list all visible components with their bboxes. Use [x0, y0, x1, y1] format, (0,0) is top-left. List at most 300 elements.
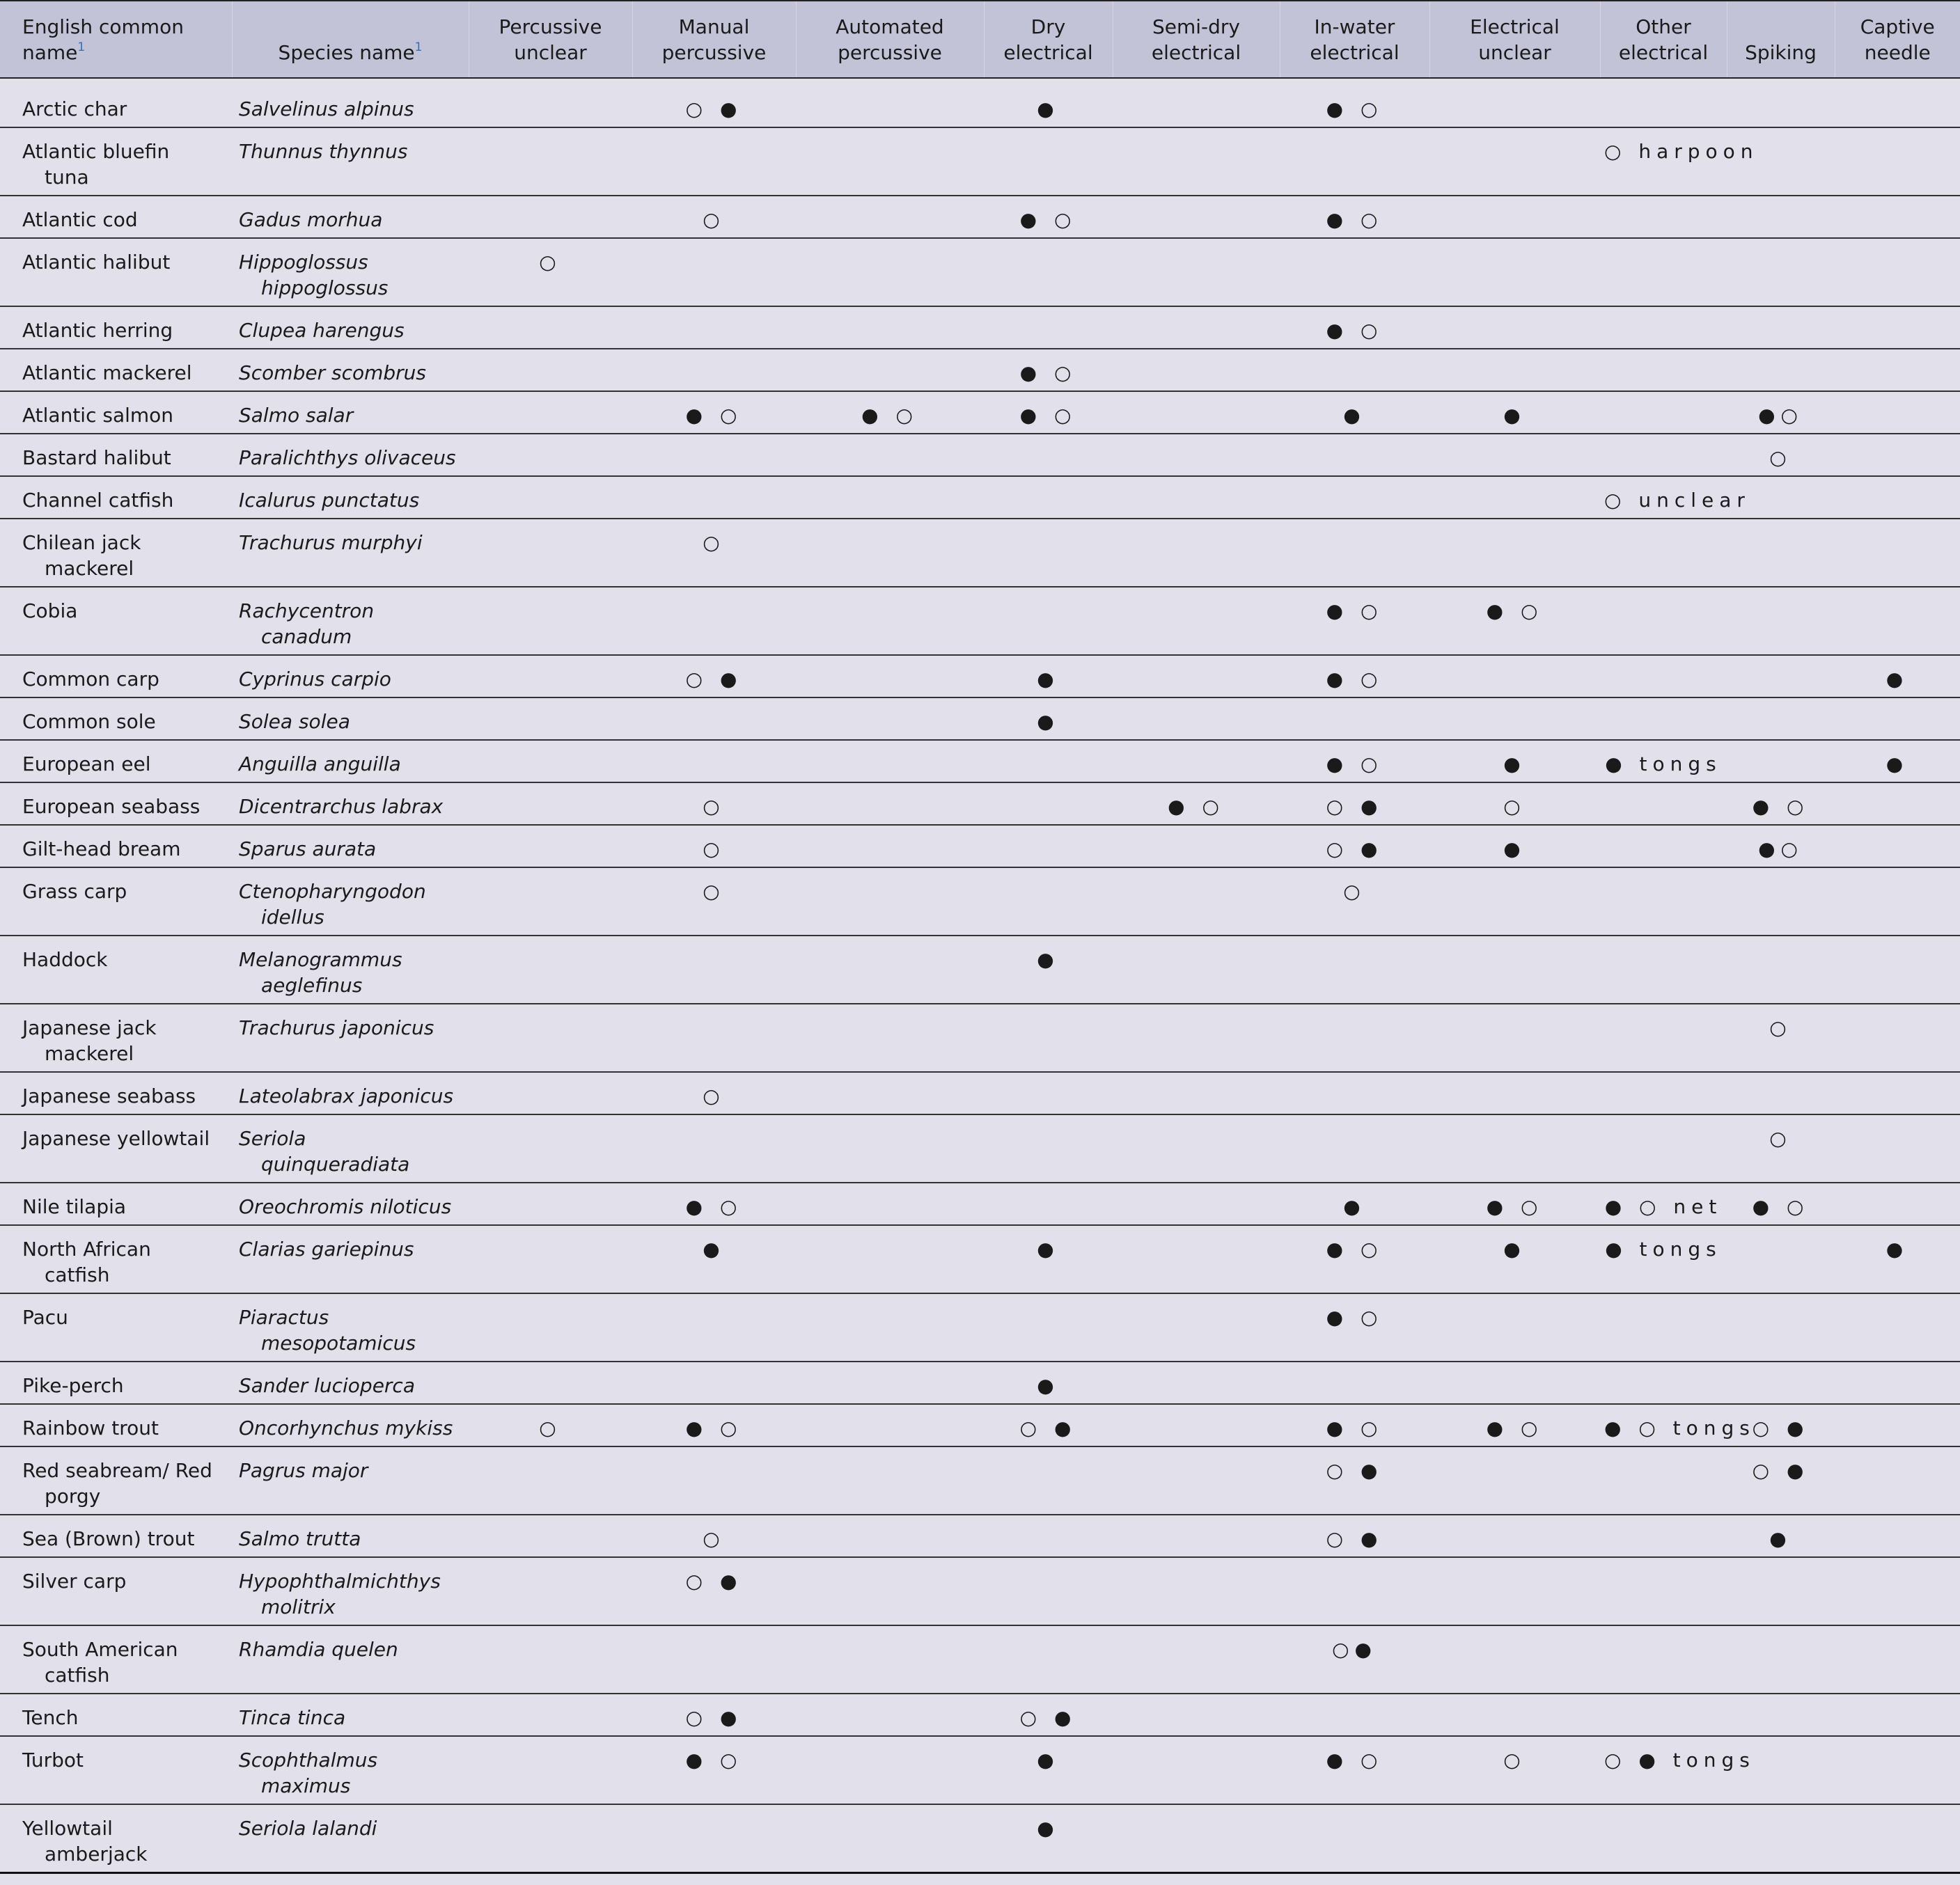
common-name-text: mackerel: [45, 1042, 134, 1065]
cell-percussive-unclear: [469, 1362, 632, 1404]
table-row: [0, 825, 1960, 867]
common-name-text: Yellowtail: [22, 1817, 113, 1840]
cell-captive-needle: [1835, 1072, 1960, 1114]
header-text: electrical: [1003, 41, 1093, 64]
cell-manual-percussive: [632, 1446, 796, 1515]
species-name-cell: [232, 78, 469, 127]
cell-percussive-unclear: [469, 1446, 632, 1515]
marker-text: ○ ●: [685, 1706, 743, 1729]
cell-automated-percussive: [796, 1736, 984, 1804]
cell-automated-percussive: [796, 587, 984, 655]
common-name-text: Bastard halibut: [22, 446, 171, 469]
header-row: [0, 1, 1960, 78]
cell-captive-needle: [1835, 936, 1960, 1004]
cell-captive-needle: [1835, 1557, 1960, 1625]
cell-automated-percussive: [796, 434, 984, 476]
cell-manual-percussive: [632, 78, 796, 127]
cell-captive-needle: [1835, 127, 1960, 196]
cell-in-water-electrical: [1280, 867, 1429, 936]
cell-other-electrical: [1600, 1736, 1755, 1804]
marker-text: ●: [1037, 1749, 1060, 1772]
species-name-text: aeglefinus: [261, 974, 363, 997]
cell-automated-percussive: [796, 1557, 984, 1625]
marker-text: ● ○: [1326, 1238, 1383, 1261]
cell-in-water-electrical: [1280, 238, 1429, 306]
cell-other-electrical: [1600, 1072, 1727, 1114]
table-row: [0, 306, 1960, 349]
cell-dry-electrical: [984, 1694, 1113, 1736]
species-name-text: Clupea harengus: [239, 319, 405, 342]
marker-text: ● ○: [1019, 404, 1077, 427]
cell-captive-needle: [1835, 519, 1960, 587]
cell-manual-percussive: [632, 740, 796, 782]
cell-semi-dry-electrical: [1113, 238, 1280, 306]
header-manual-percussive: [632, 1, 796, 78]
cell-dry-electrical: [984, 196, 1113, 238]
cell-in-water-electrical: [1280, 1183, 1429, 1225]
footnote-mark[interactable]: 1: [77, 40, 86, 54]
cell-automated-percussive: [796, 936, 984, 1004]
cell-in-water-electrical: [1280, 519, 1429, 587]
marker-text: ○ ●: [1752, 1417, 1810, 1440]
cell-manual-percussive: [632, 825, 796, 867]
marker-text: ○: [703, 1527, 726, 1550]
cell-dry-electrical: [984, 1362, 1113, 1404]
cell-percussive-unclear: [469, 1225, 632, 1293]
marker-text: ○ ●: [685, 97, 743, 120]
cell-semi-dry-electrical: [1113, 697, 1280, 740]
cell-captive-needle: [1835, 306, 1960, 349]
cell-dry-electrical: [984, 391, 1113, 434]
species-name-text: Icalurus punctatus: [239, 489, 420, 512]
marker-text: ● ○ tongs: [1604, 1417, 1755, 1440]
cell-in-water-electrical: [1280, 196, 1429, 238]
common-name-cell: [0, 740, 232, 782]
common-name-text: Turbot: [22, 1749, 84, 1772]
cell-percussive-unclear: [469, 1072, 632, 1114]
header-common: [0, 1, 232, 78]
species-name-cell: [232, 1736, 469, 1804]
marker-text: ○ ●: [1326, 837, 1383, 860]
cell-spiking: [1727, 349, 1835, 391]
species-name-text: Anguilla anguilla: [239, 752, 401, 775]
species-name-cell: [232, 1004, 469, 1072]
table-row: [0, 1694, 1960, 1736]
cell-semi-dry-electrical: [1113, 1404, 1280, 1446]
cell-percussive-unclear: [469, 476, 632, 519]
cell-percussive-unclear: [469, 1694, 632, 1736]
species-name-text: Paralichthys olivaceus: [239, 446, 456, 469]
marker-text: ●: [1885, 752, 1909, 775]
marker-text: ●: [1343, 1195, 1366, 1218]
table-row: [0, 587, 1960, 655]
common-name-text: mackerel: [45, 557, 134, 580]
species-name-text: Salvelinus alpinus: [239, 97, 414, 120]
cell-electrical-unclear: [1429, 825, 1600, 867]
footnote-mark[interactable]: 1: [414, 40, 423, 54]
cell-automated-percussive: [796, 1515, 984, 1557]
cell-captive-needle: [1835, 782, 1960, 825]
cell-automated-percussive: [796, 306, 984, 349]
common-name-text: porgy: [45, 1485, 101, 1508]
cell-captive-needle: [1835, 1225, 1960, 1293]
header-text: Dry: [1030, 15, 1066, 38]
species-name-cell: [232, 1362, 469, 1404]
table-row: [0, 740, 1960, 782]
cell-spiking: [1727, 1293, 1835, 1362]
marker-text: ●: [1503, 837, 1526, 860]
cell-manual-percussive: [632, 1362, 796, 1404]
marker-text: ● ○: [1752, 795, 1810, 818]
cell-manual-percussive: [632, 238, 796, 306]
common-name-text: Haddock: [22, 948, 108, 971]
cell-manual-percussive: [632, 127, 796, 196]
cell-in-water-electrical: [1280, 655, 1429, 697]
marker-text: ○: [1503, 795, 1526, 818]
cell-captive-needle: [1835, 476, 1960, 519]
cell-automated-percussive: [796, 825, 984, 867]
cell-captive-needle: [1835, 1362, 1960, 1404]
header-species: [232, 1, 469, 78]
cell-automated-percussive: [796, 78, 984, 127]
cell-semi-dry-electrical: [1113, 1515, 1280, 1557]
cell-percussive-unclear: [469, 1004, 632, 1072]
cell-other-electrical: [1600, 587, 1727, 655]
header-text: Spiking: [1745, 41, 1817, 64]
cell-in-water-electrical: [1280, 1225, 1429, 1293]
cell-spiking: [1727, 434, 1835, 476]
cell-percussive-unclear: [469, 1183, 632, 1225]
marker-text: ● ○: [1486, 599, 1544, 622]
cell-spiking: [1727, 1515, 1835, 1557]
cell-percussive-unclear: [469, 127, 632, 196]
marker-text: ●: [703, 1238, 726, 1261]
marker-text: ●: [1037, 1374, 1060, 1397]
cell-semi-dry-electrical: [1113, 127, 1280, 196]
cell-captive-needle: [1835, 1446, 1960, 1515]
cell-other-electrical: [1600, 1557, 1727, 1625]
cell-automated-percussive: [796, 1293, 984, 1362]
species-name-text: molitrix: [261, 1595, 336, 1618]
cell-captive-needle: [1835, 1004, 1960, 1072]
cell-in-water-electrical: [1280, 78, 1429, 127]
cell-in-water-electrical: [1280, 1804, 1429, 1872]
species-name-cell: [232, 127, 469, 196]
marker-text: ○ ●: [1752, 1459, 1810, 1482]
header-captive-needle: [1835, 1, 1960, 78]
header-text: Automated: [836, 15, 944, 38]
cell-other-electrical: [1600, 1183, 1727, 1225]
cell-in-water-electrical: [1280, 936, 1429, 1004]
cell-other-electrical: [1600, 867, 1727, 936]
common-name-text: Pacu: [22, 1306, 68, 1329]
common-name-text: Red seabream/ Red: [22, 1459, 212, 1482]
cell-electrical-unclear: [1429, 1515, 1600, 1557]
table-row: [0, 238, 1960, 306]
cell-electrical-unclear: [1429, 1804, 1600, 1872]
cell-in-water-electrical: [1280, 697, 1429, 740]
common-name-text: Arctic char: [22, 97, 127, 120]
cell-dry-electrical: [984, 655, 1113, 697]
cell-dry-electrical: [984, 127, 1113, 196]
common-name-cell: [0, 587, 232, 655]
common-name-cell: [0, 1114, 232, 1183]
cell-spiking: [1727, 1114, 1835, 1183]
cell-percussive-unclear: [469, 587, 632, 655]
cell-in-water-electrical: [1280, 587, 1429, 655]
common-name-cell: [0, 78, 232, 127]
cell-electrical-unclear: [1429, 519, 1600, 587]
cell-percussive-unclear: [469, 936, 632, 1004]
marker-text: ● tongs: [1605, 752, 1722, 775]
species-name-text: mesopotamicus: [261, 1332, 416, 1355]
cell-percussive-unclear: [469, 1114, 632, 1183]
table-row: [0, 936, 1960, 1004]
cell-electrical-unclear: [1429, 655, 1600, 697]
common-name-cell: [0, 825, 232, 867]
marker-text: ● ○: [1326, 97, 1383, 120]
cell-in-water-electrical: [1280, 476, 1429, 519]
cell-spiking: [1727, 697, 1835, 740]
species-name-text: hippoglossus: [261, 276, 389, 299]
cell-manual-percussive: [632, 1404, 796, 1446]
cell-manual-percussive: [632, 391, 796, 434]
species-name-text: Hypophthalmichthys: [239, 1570, 441, 1593]
common-name-cell: [0, 196, 232, 238]
cell-automated-percussive: [796, 740, 984, 782]
cell-other-electrical: [1600, 1114, 1727, 1183]
cell-captive-needle: [1835, 867, 1960, 936]
cell-manual-percussive: [632, 587, 796, 655]
common-name-cell: [0, 434, 232, 476]
common-name-text: tuna: [45, 166, 89, 189]
cell-captive-needle: [1835, 1293, 1960, 1362]
header-text: unclear: [514, 41, 587, 64]
cell-dry-electrical: [984, 78, 1113, 127]
cell-manual-percussive: [632, 1114, 796, 1183]
cell-automated-percussive: [796, 1694, 984, 1736]
cell-electrical-unclear: [1429, 1557, 1600, 1625]
common-name-text: Cobia: [22, 599, 78, 622]
cell-percussive-unclear: [469, 1625, 632, 1694]
species-name-cell: [232, 825, 469, 867]
marker-text: ●: [1037, 97, 1060, 120]
marker-text: ●: [1037, 710, 1060, 733]
marker-text: ● ○: [1019, 208, 1077, 231]
species-name-cell: [232, 519, 469, 587]
common-name-text: North African: [22, 1238, 151, 1261]
header-text: Percussive: [499, 15, 602, 38]
cell-automated-percussive: [796, 196, 984, 238]
cell-manual-percussive: [632, 782, 796, 825]
marker-text: ○: [1503, 1749, 1526, 1772]
common-name-text: Pike-perch: [22, 1374, 124, 1397]
table-row: [0, 78, 1960, 127]
species-name-cell: [232, 655, 469, 697]
common-name-text: European seabass: [22, 795, 201, 818]
species-name-text: Hippoglossus: [239, 251, 368, 274]
cell-percussive-unclear: [469, 1404, 632, 1446]
species-name-cell: [232, 1072, 469, 1114]
table-body: [0, 78, 1960, 1872]
cell-automated-percussive: [796, 1072, 984, 1114]
cell-semi-dry-electrical: [1113, 825, 1280, 867]
cell-in-water-electrical: [1280, 825, 1429, 867]
cell-electrical-unclear: [1429, 867, 1600, 936]
common-name-text: Common sole: [22, 710, 156, 733]
marker-text: ○: [703, 1085, 726, 1107]
cell-semi-dry-electrical: [1113, 1557, 1280, 1625]
cell-automated-percussive: [796, 655, 984, 697]
marker-text: ○: [703, 880, 726, 903]
table-row: [0, 1293, 1960, 1362]
cell-manual-percussive: [632, 519, 796, 587]
cell-other-electrical: [1600, 697, 1727, 740]
cell-spiking: [1727, 519, 1835, 587]
species-name-cell: [232, 782, 469, 825]
header-semi-dry-electrical: [1113, 1, 1280, 78]
marker-text: ○: [1343, 880, 1366, 903]
species-name-cell: [232, 1804, 469, 1872]
marker-text: ○: [1769, 1016, 1792, 1039]
cell-electrical-unclear: [1429, 1736, 1600, 1804]
common-name-text: Atlantic bluefin: [22, 140, 170, 163]
cell-captive-needle: [1835, 825, 1960, 867]
cell-automated-percussive: [796, 1404, 984, 1446]
cell-percussive-unclear: [469, 349, 632, 391]
species-name-text: Gadus morhua: [239, 208, 383, 231]
table-header: [0, 1, 1960, 78]
species-name-cell: [232, 936, 469, 1004]
cell-in-water-electrical: [1280, 1557, 1429, 1625]
cell-manual-percussive: [632, 1072, 796, 1114]
common-name-cell: [0, 1557, 232, 1625]
table-row: [0, 1804, 1960, 1872]
cell-manual-percussive: [632, 1804, 796, 1872]
species-name-text: Lateolabrax japonicus: [239, 1085, 454, 1107]
marker-text: ●○: [1758, 837, 1803, 860]
common-name-text: Japanese seabass: [22, 1085, 196, 1107]
common-name-text: Grass carp: [22, 880, 127, 903]
cell-in-water-electrical: [1280, 1694, 1429, 1736]
cell-in-water-electrical: [1280, 1072, 1429, 1114]
cell-manual-percussive: [632, 1557, 796, 1625]
cell-manual-percussive: [632, 349, 796, 391]
cell-dry-electrical: [984, 1446, 1113, 1515]
marker-text: ○: [703, 795, 726, 818]
cell-manual-percussive: [632, 196, 796, 238]
common-name-text: South American: [22, 1638, 178, 1661]
cell-in-water-electrical: [1280, 740, 1429, 782]
marker-text: ●: [1037, 1817, 1060, 1840]
cell-electrical-unclear: [1429, 238, 1600, 306]
cell-spiking: [1727, 655, 1835, 697]
marker-text: ● ○: [1326, 599, 1383, 622]
common-name-cell: [0, 1625, 232, 1694]
cell-semi-dry-electrical: [1113, 1694, 1280, 1736]
cell-dry-electrical: [984, 1804, 1113, 1872]
cell-manual-percussive: [632, 867, 796, 936]
header-text: Captive: [1860, 15, 1935, 38]
cell-other-electrical: [1600, 936, 1727, 1004]
cell-spiking: [1727, 1804, 1835, 1872]
cell-in-water-electrical: [1280, 1293, 1429, 1362]
cell-percussive-unclear: [469, 196, 632, 238]
common-name-cell: [0, 1404, 232, 1446]
species-name-cell: [232, 1114, 469, 1183]
cell-other-electrical: [1600, 78, 1727, 127]
common-name-text: amberjack: [45, 1843, 148, 1866]
cell-electrical-unclear: [1429, 1362, 1600, 1404]
common-name-cell: [0, 1004, 232, 1072]
cell-dry-electrical: [984, 434, 1113, 476]
cell-in-water-electrical: [1280, 306, 1429, 349]
cell-semi-dry-electrical: [1113, 655, 1280, 697]
cell-percussive-unclear: [469, 434, 632, 476]
marker-text: ○ ●: [1326, 1459, 1383, 1482]
cell-manual-percussive: [632, 1694, 796, 1736]
cell-captive-needle: [1835, 1404, 1960, 1446]
cell-dry-electrical: [984, 476, 1113, 519]
marker-text: ●: [1037, 948, 1060, 971]
cell-other-electrical: [1600, 1225, 1727, 1293]
cell-captive-needle: [1835, 78, 1960, 127]
marker-text: ○ ●: [1326, 1527, 1383, 1550]
cell-electrical-unclear: [1429, 306, 1600, 349]
cell-other-electrical: [1600, 476, 1750, 519]
cell-spiking: [1727, 1183, 1835, 1225]
cell-electrical-unclear: [1429, 78, 1600, 127]
common-name-text: European eel: [22, 752, 151, 775]
marker-text: ●: [1885, 1238, 1909, 1261]
common-name-cell: [0, 867, 232, 936]
table-row: [0, 519, 1960, 587]
cell-captive-needle: [1835, 740, 1960, 782]
cell-semi-dry-electrical: [1113, 306, 1280, 349]
cell-percussive-unclear: [469, 655, 632, 697]
cell-other-electrical: [1600, 519, 1727, 587]
cell-automated-percussive: [796, 1225, 984, 1293]
cell-dry-electrical: [984, 587, 1113, 655]
cell-semi-dry-electrical: [1113, 476, 1280, 519]
species-name-cell: [232, 867, 469, 936]
table-row: [0, 1736, 1960, 1804]
cell-semi-dry-electrical: [1113, 1736, 1280, 1804]
common-name-text: catfish: [45, 1664, 110, 1687]
cell-electrical-unclear: [1429, 1072, 1600, 1114]
marker-text: ● ○: [685, 1195, 743, 1218]
cell-spiking: [1727, 740, 1835, 782]
species-name-text: Rachycentron: [239, 599, 375, 622]
header-text: English common: [22, 15, 184, 38]
cell-percussive-unclear: [469, 238, 632, 306]
cell-electrical-unclear: [1429, 349, 1600, 391]
cell-captive-needle: [1835, 1114, 1960, 1183]
species-name-text: maximus: [261, 1774, 351, 1797]
species-name-text: Seriola lalandi: [239, 1817, 377, 1840]
cell-spiking: [1727, 1004, 1835, 1072]
marker-text: ○: [1769, 1127, 1792, 1150]
species-name-text: Cyprinus carpio: [239, 668, 391, 691]
species-name-cell: [232, 1694, 469, 1736]
species-name-text: Clarias gariepinus: [239, 1238, 414, 1261]
species-name-cell: [232, 434, 469, 476]
cell-manual-percussive: [632, 1004, 796, 1072]
cell-manual-percussive: [632, 1293, 796, 1362]
species-name-text: Thunnus thynnus: [239, 140, 408, 163]
table-row: [0, 1625, 1960, 1694]
cell-automated-percussive: [796, 1362, 984, 1404]
